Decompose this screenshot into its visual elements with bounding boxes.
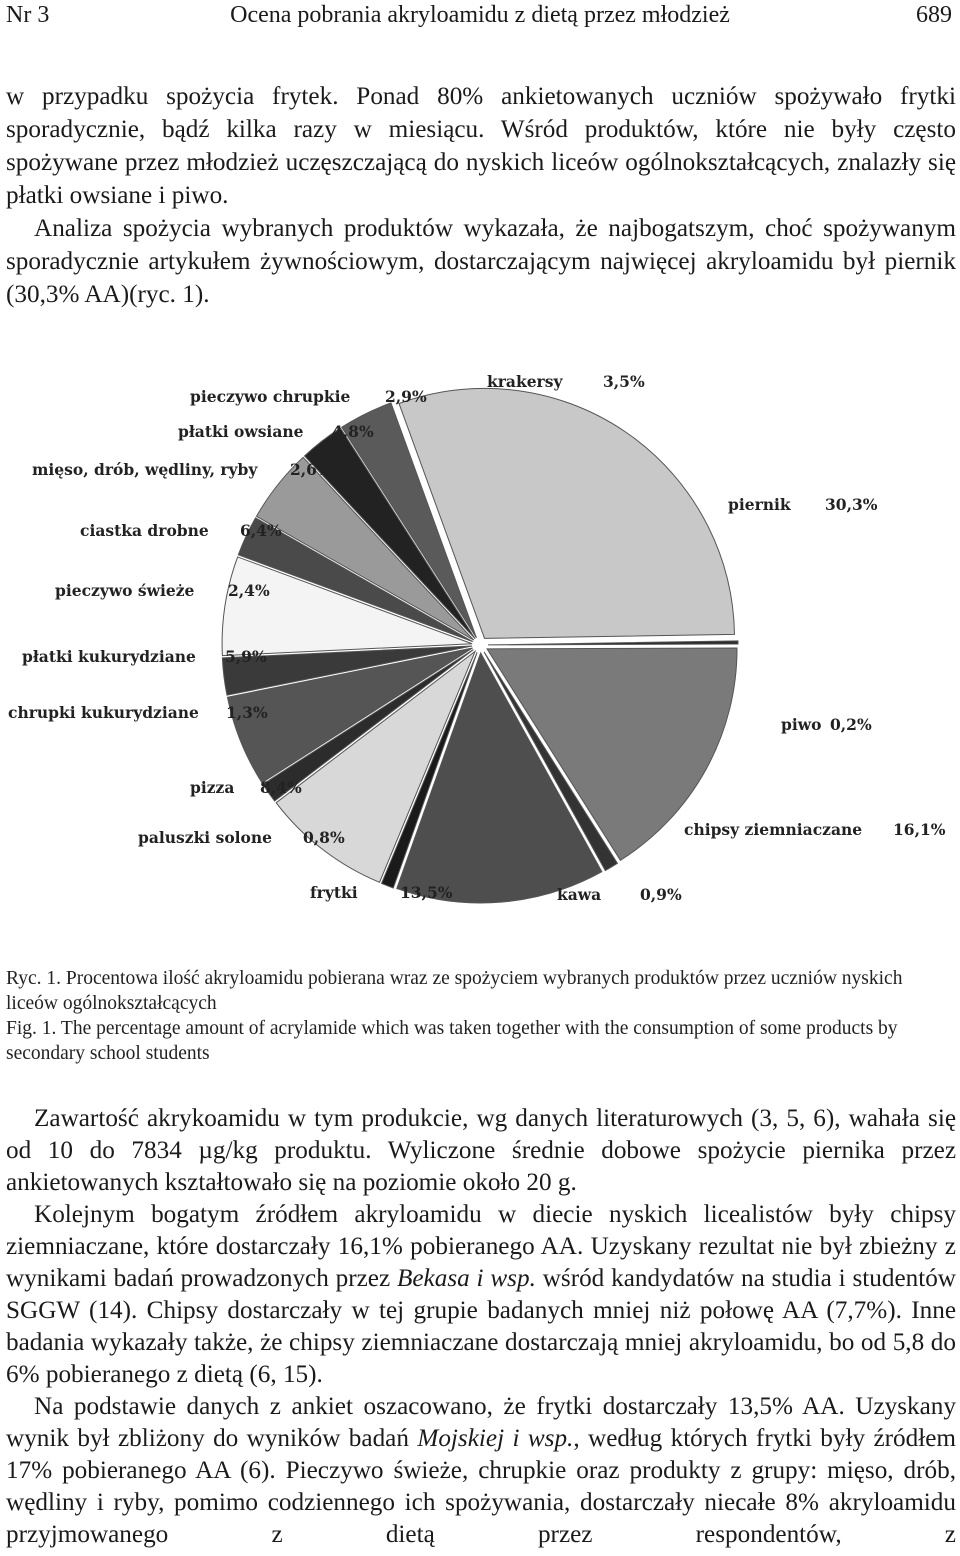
slice-value-label: 0,2%	[830, 715, 872, 734]
running-header	[0, 0, 960, 36]
slice-label: piwo	[781, 715, 822, 734]
slice-value-label: 30,3%	[825, 495, 878, 514]
issue-number: Nr 3	[6, 2, 50, 28]
citation-mojska: Mojskiej i wsp.	[417, 1425, 574, 1452]
slice-value-label: 4,8%	[332, 422, 374, 441]
citation-bekas: Bekasa i wsp.	[396, 1265, 536, 1292]
slice-label: kawa	[557, 885, 602, 904]
slice-label: mięso, drób, wędliny, ryby	[32, 460, 258, 479]
slice-label: płatki owsiane	[178, 422, 304, 441]
body-paragraph-3-part-1: Na podstawie danych z ankiet oszacowano, że frytki dostarczały 13,5% AA. Uzyskany wynik był zbliżony do wyników badań	[6, 1393, 956, 1452]
slice-label: pieczywo chrupkie	[190, 387, 351, 406]
running-title: Ocena pobrania akryloamidu z dietą przez młodzież	[230, 2, 730, 28]
body-paragraph-3	[6, 1391, 956, 1551]
body-paragraph-2	[6, 1199, 956, 1391]
body-text	[6, 1103, 956, 1551]
slice-value-label: 3,5%	[603, 372, 645, 391]
slice-value-label: 1,3%	[226, 703, 268, 722]
slice-label: piernik	[728, 495, 791, 514]
slice-value-label: 16,1%	[893, 820, 946, 839]
body-paragraph-3-part-2: , według których frytki były źródłem 17% pobieranego AA (6). Pieczywo świeże, chrupkie oraz produkty z grupy: mięso, drób, wędliny i ryby, pomimo codziennego ich spożywania, dostarczały niecałe 8% akryloamidu przyjmowanego z dietą przez respondentów, z	[6, 1425, 956, 1548]
caption-english: Fig. 1. The percentage amount of acrylamide which was taken together with the consumption of some products by secondary school students	[6, 1018, 898, 1064]
slice-value-label: 0,8%	[303, 828, 345, 847]
slice-value-label: 0,9%	[640, 885, 682, 904]
slice-value-label: 13,5%	[400, 883, 453, 902]
caption-polish: Ryc. 1. Procentowa ilość akryloamidu pobierana wraz ze spożyciem wybranych produktów przez uczniów nyskich liceów ogólnokształcących	[6, 968, 903, 1014]
slice-label: paluszki solone	[138, 828, 273, 847]
slice-value-label: 6,4%	[240, 521, 282, 540]
slice-label: płatki kukurydziane	[22, 647, 196, 666]
body-paragraph-1: Zawartość akrykoamidu w tym produkcie, wg danych literaturowych (3, 5, 6), wahała się od 10 do 7834 µg/kg produktu. Wyliczone średnie dobowe spożycie piernika przez ankietowanych kształtowało się na poziomie około 20 g.	[6, 1105, 956, 1196]
intro-text	[6, 80, 956, 311]
pie-chart	[0, 360, 960, 920]
slice-value-label: 5,9%	[225, 647, 267, 666]
slice-value-label: 2,9%	[385, 387, 427, 406]
slice-label: krakersy	[487, 372, 563, 391]
slice-value-label: 8,4%	[260, 778, 302, 797]
slice-value-label: 2,6%	[290, 460, 332, 479]
intro-paragraph-1: w przypadku spożycia frytek. Ponad 80% ankietowanych uczniów spożywało frytki sporadycznie, bądź kilka razy w miesiącu. Wśród produktów, które nie były często spożywane przez młodzież uczęszczającą do nyskich liceów ogólnokształcących, znalazły się płatki owsiane i piwo.	[6, 83, 956, 209]
slice-label: pieczywo świeże	[55, 581, 195, 600]
page-number: 689	[916, 2, 952, 28]
slice-label: chrupki kukurydziane	[8, 703, 199, 722]
body-paragraph-2-part-1: Kolejnym bogatym źródłem akryloamidu w diecie nyskich licealistów były chipsy ziemniaczane, które dostarczały 16,1% pobieranego AA. Uzyskany rezultat nie był zbieżny z wynikami badań prowadzonych przez	[6, 1201, 956, 1292]
intro-paragraph-2: Analiza spożycia wybranych produktów wykazała, że najbogatszym, choć spożywanym sporadycznie artykułem żywnościowym, dostarczającym najwięcej akryloamidu był piernik (30,3% AA)(ryc. 1).	[6, 215, 956, 308]
slice-label: pizza	[190, 778, 235, 797]
slice-label: chipsy ziemniaczane	[684, 820, 863, 839]
figure-caption	[6, 966, 946, 1066]
body-paragraph-2-part-2: wśród kandydatów na studia i studentów SGGW (14). Chipsy dostarczały w tej grupie badanych mniej niż połowę AA (7,7%). Inne badania wykazały także, że chipsy ziemniaczane dostarczają mniej akryloamidu, bo od 5,8 do 6% pobieranego z dietą (6, 15).	[6, 1265, 956, 1388]
slice-label: ciastka drobne	[80, 521, 209, 540]
slice-value-label: 2,4%	[228, 581, 270, 600]
pie-slice	[488, 641, 738, 645]
slice-label: frytki	[310, 883, 358, 902]
